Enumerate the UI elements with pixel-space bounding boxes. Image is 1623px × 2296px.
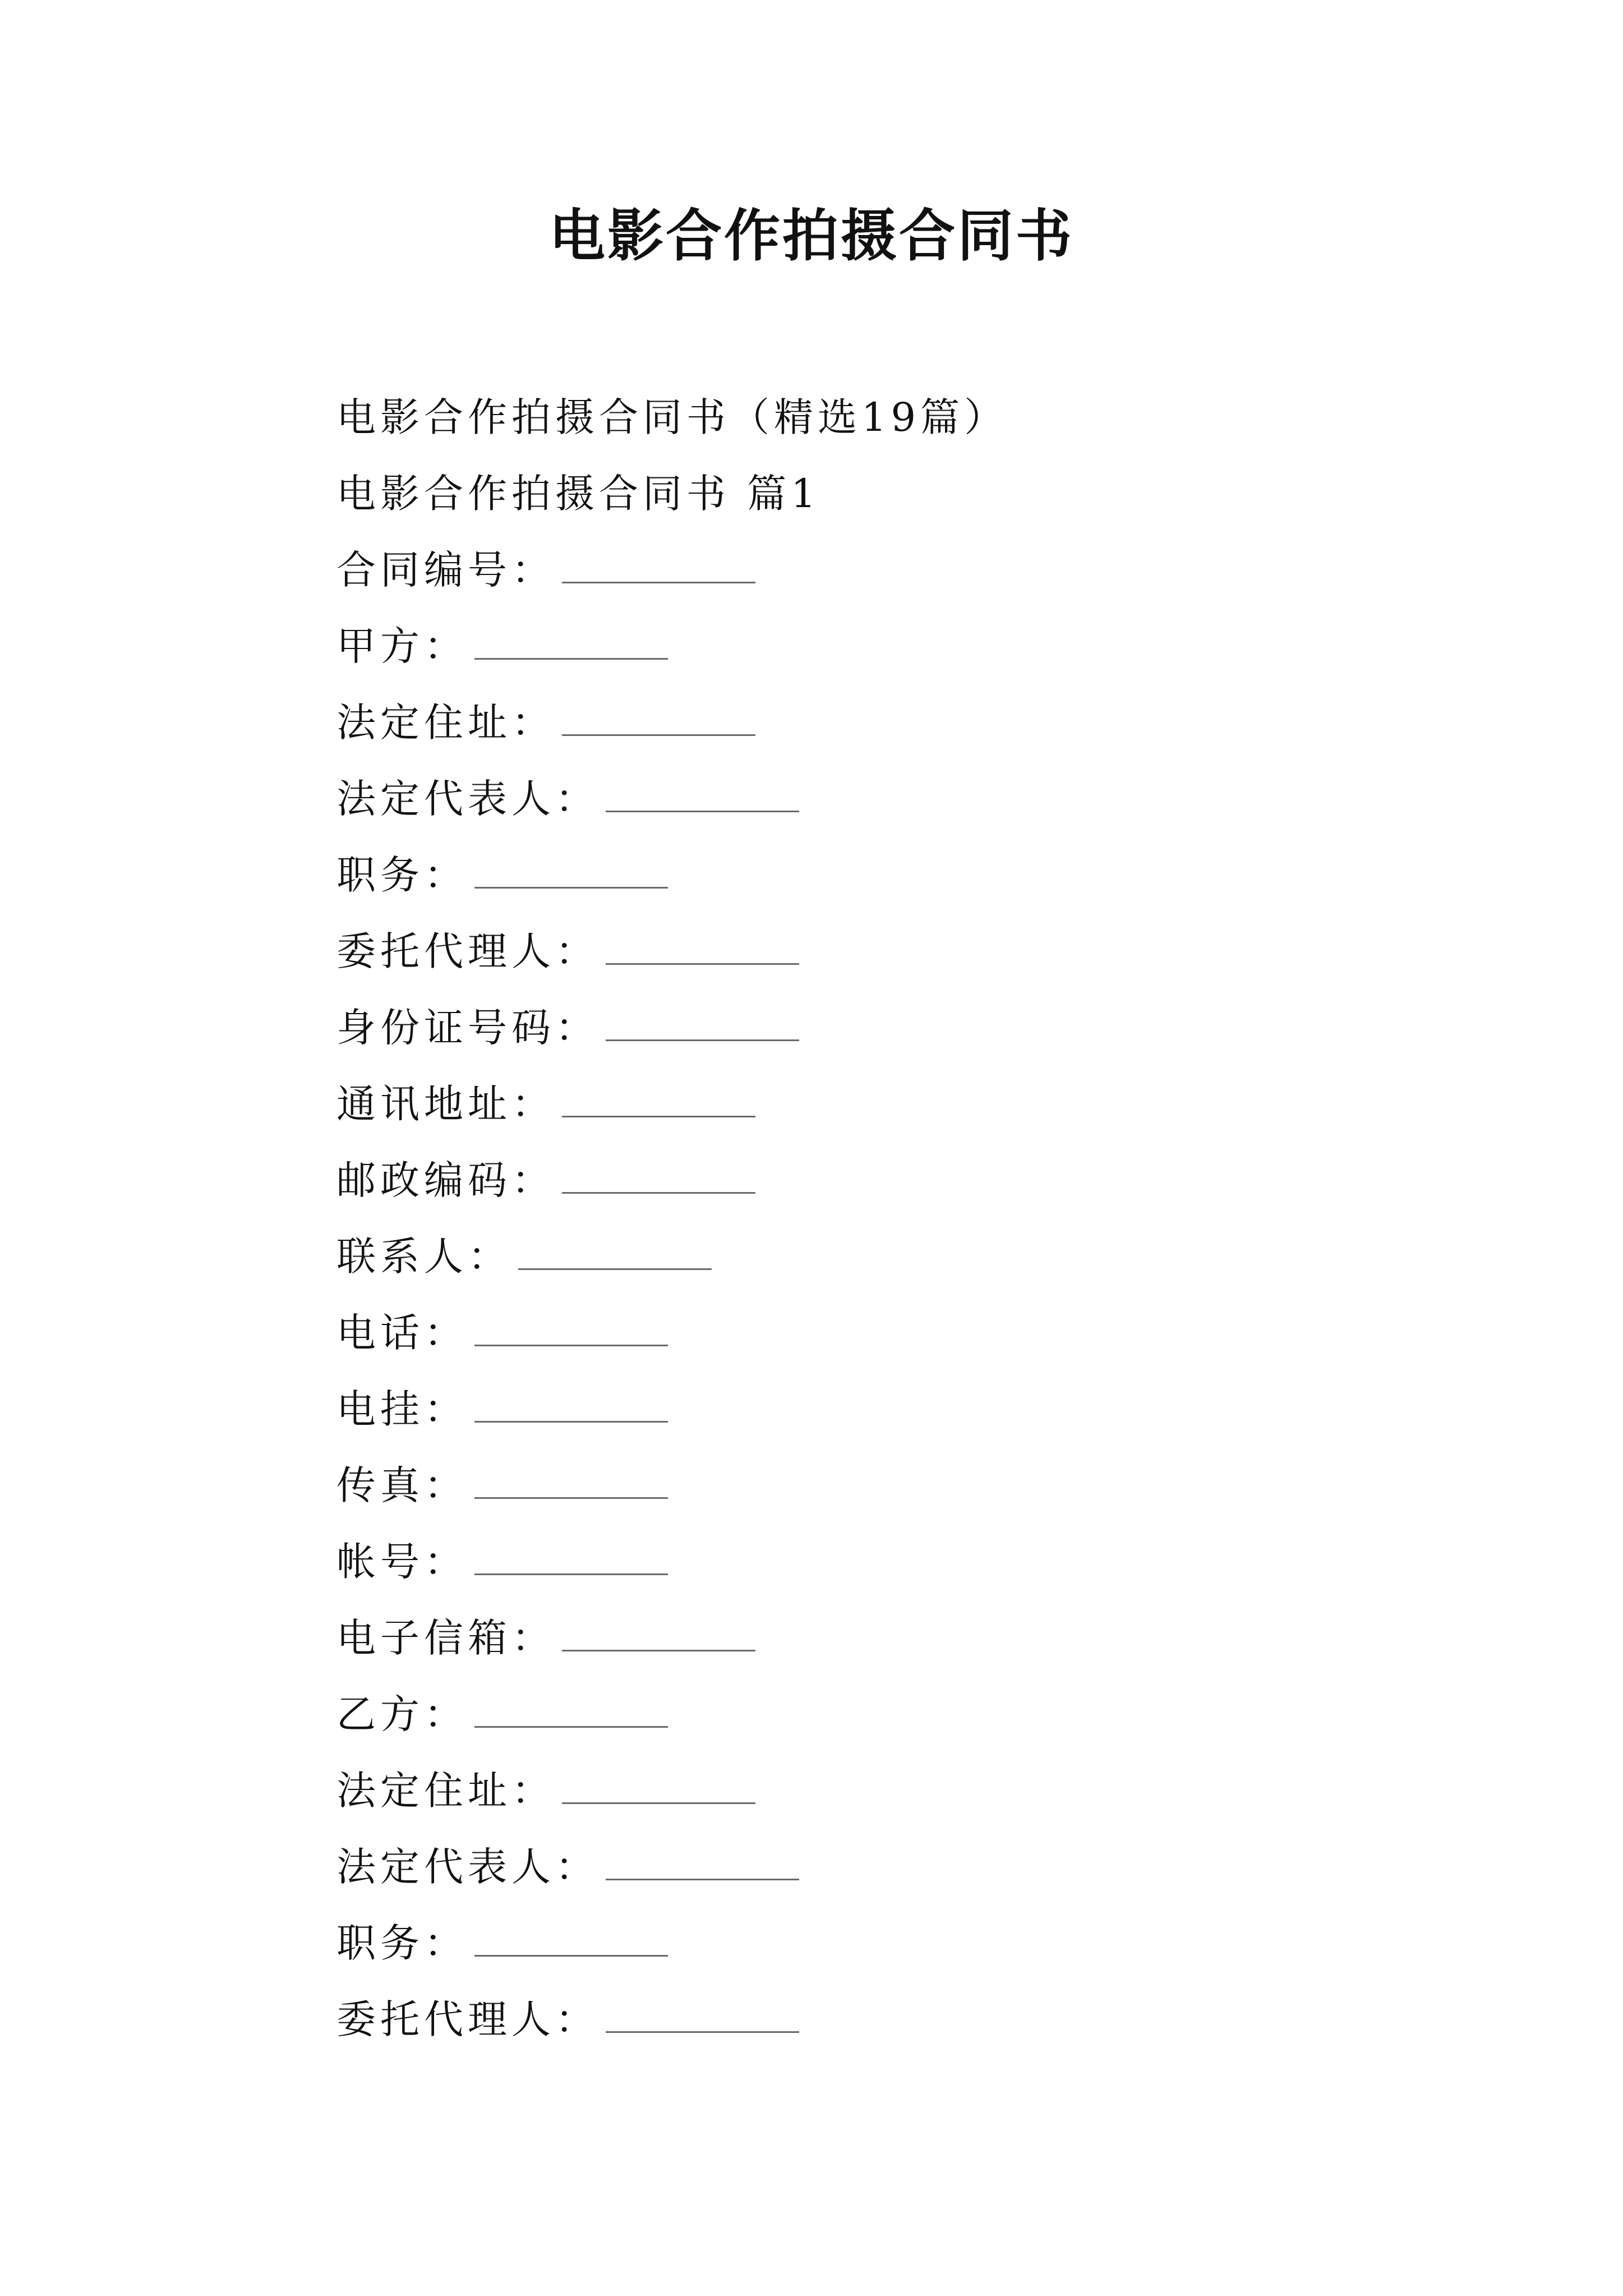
field-authorized-agent — [336, 910, 1514, 986]
field-fax — [336, 1444, 1514, 1520]
field-label: 法定住址： — [336, 699, 555, 746]
field-legal-representative-b — [336, 1825, 1514, 1902]
field-label: 帐号： — [336, 1538, 468, 1585]
section-heading-text: 电影合作拍摄合同书 篇1 — [336, 470, 820, 517]
field-legal-address — [336, 681, 1514, 757]
field-legal-address-b — [336, 1749, 1514, 1825]
fill-in-blank[interactable] — [562, 698, 755, 736]
fill-in-blank[interactable] — [606, 775, 799, 812]
document-body — [336, 376, 1514, 2054]
field-phone — [336, 1291, 1514, 1368]
fill-in-blank[interactable] — [606, 1004, 799, 1041]
field-label: 邮政编码： — [336, 1157, 555, 1203]
field-label: 联系人： — [336, 1233, 511, 1280]
field-position-b — [336, 1902, 1514, 1978]
field-label: 合同编号： — [336, 546, 555, 593]
field-label: 职务： — [336, 852, 468, 898]
field-position — [336, 834, 1514, 910]
field-label: 法定代表人： — [336, 775, 599, 822]
field-label: 委托代理人： — [336, 928, 599, 974]
fill-in-blank[interactable] — [562, 1156, 755, 1194]
fill-in-blank[interactable] — [562, 546, 755, 583]
fill-in-blank[interactable] — [474, 1309, 668, 1346]
field-contact-person — [336, 1215, 1514, 1291]
field-party-b — [336, 1673, 1514, 1749]
fill-in-blank[interactable] — [562, 1766, 755, 1804]
field-legal-representative — [336, 757, 1514, 834]
fill-in-blank[interactable] — [474, 1461, 668, 1499]
fill-in-blank[interactable] — [474, 851, 668, 889]
field-party-a — [336, 605, 1514, 681]
fill-in-blank[interactable] — [474, 1538, 668, 1575]
field-mailing-address — [336, 1062, 1514, 1139]
fill-in-blank[interactable] — [474, 1919, 668, 1957]
fill-in-blank[interactable] — [474, 1690, 668, 1728]
fill-in-blank[interactable] — [606, 1843, 799, 1880]
fill-in-blank[interactable] — [606, 1995, 799, 2033]
field-cable — [336, 1368, 1514, 1444]
field-label: 电话： — [336, 1309, 468, 1356]
fill-in-blank[interactable] — [474, 1385, 668, 1423]
fill-in-blank[interactable] — [606, 927, 799, 965]
field-label: 电子信箱： — [336, 1614, 555, 1661]
field-label: 通讯地址： — [336, 1080, 555, 1127]
field-label: 职务： — [336, 1920, 468, 1966]
field-label: 法定住址： — [336, 1767, 555, 1814]
fill-in-blank[interactable] — [562, 1614, 755, 1651]
field-label: 身份证号码： — [336, 1004, 599, 1051]
fill-in-blank[interactable] — [562, 1080, 755, 1117]
field-label: 甲方： — [336, 623, 468, 669]
section-heading — [336, 452, 1514, 528]
field-label: 乙方： — [336, 1691, 468, 1737]
field-postal-code — [336, 1139, 1514, 1215]
document-subtitle — [336, 376, 1514, 452]
field-authorized-agent-b — [336, 1978, 1514, 2054]
field-account — [336, 1520, 1514, 1596]
document-title: 电影合作拍摄合同书 — [549, 203, 1074, 269]
fill-in-blank[interactable] — [474, 622, 668, 660]
field-label: 电挂： — [336, 1386, 468, 1432]
field-label: 委托代理人： — [336, 1996, 599, 2042]
fill-in-blank[interactable] — [518, 1232, 712, 1270]
field-id-number — [336, 986, 1514, 1062]
field-email — [336, 1596, 1514, 1673]
field-label: 传真： — [336, 1462, 468, 1508]
field-label: 法定代表人： — [336, 1843, 599, 1890]
subtitle-text: 电影合作拍摄合同书（精选19篇） — [336, 394, 1008, 440]
field-contract-number — [336, 528, 1514, 605]
